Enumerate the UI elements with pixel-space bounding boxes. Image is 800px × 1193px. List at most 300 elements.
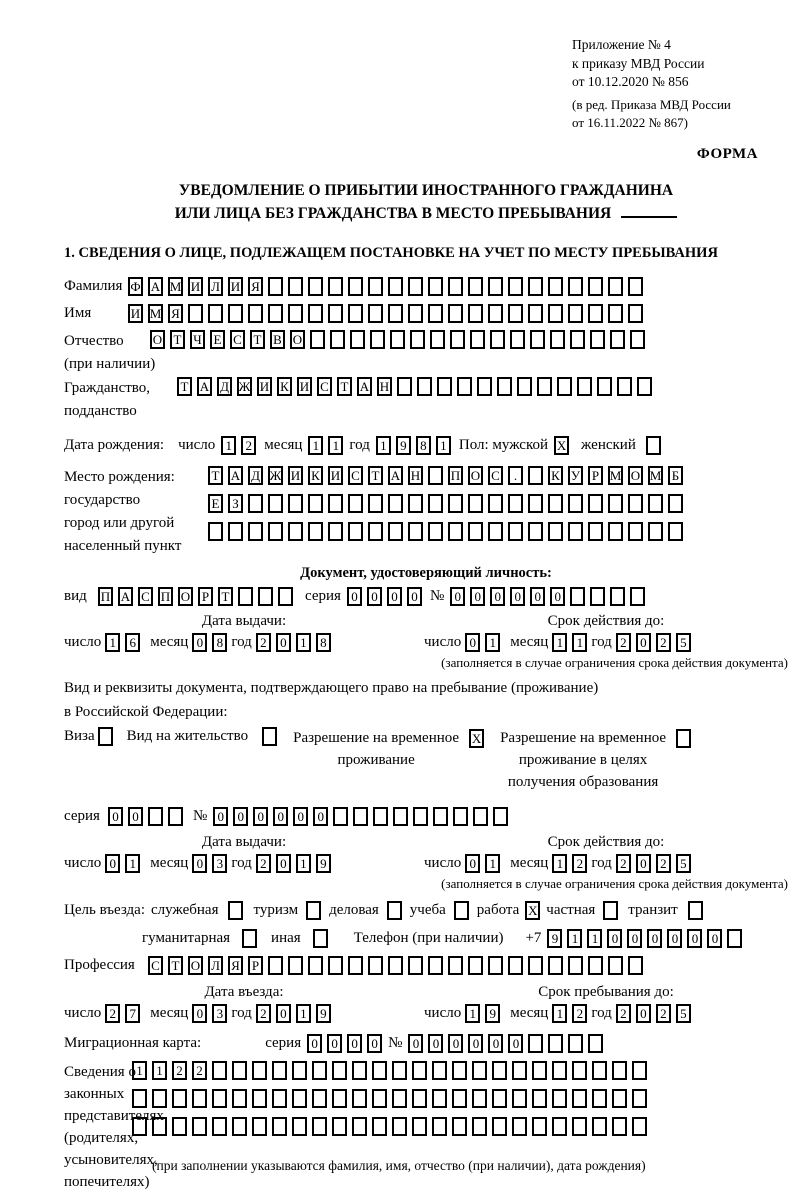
char-box[interactable]: М	[609, 468, 622, 484]
mc-series-boxes[interactable]	[307, 1034, 382, 1053]
purpose-official-checkbox[interactable]	[228, 901, 243, 920]
char-box[interactable]	[572, 1061, 587, 1080]
char-box[interactable]	[528, 522, 543, 541]
char-box[interactable]	[548, 522, 563, 541]
char-box[interactable]: 0	[313, 807, 328, 826]
char-box[interactable]	[388, 522, 403, 541]
char-box[interactable]: 2	[241, 436, 256, 455]
char-box[interactable]: 2	[256, 1004, 271, 1023]
char-box[interactable]	[448, 494, 463, 513]
char-box[interactable]: 0	[707, 929, 722, 948]
doc-valid-month-boxes[interactable]	[552, 633, 587, 652]
char-box[interactable]	[332, 1117, 347, 1136]
entry-month-boxes[interactable]	[192, 1004, 227, 1023]
char-box[interactable]: 0	[465, 854, 480, 873]
char-box[interactable]	[532, 1089, 547, 1108]
title-blank-line[interactable]	[621, 206, 677, 218]
char-box[interactable]: П	[98, 587, 113, 606]
char-box[interactable]: 2	[616, 854, 631, 873]
char-box[interactable]	[588, 522, 603, 541]
char-box[interactable]	[588, 304, 603, 323]
char-box[interactable]	[628, 956, 643, 975]
char-box[interactable]	[308, 956, 323, 975]
char-box[interactable]	[630, 330, 645, 349]
char-box[interactable]	[192, 1117, 207, 1136]
char-box[interactable]	[368, 304, 383, 323]
char-box[interactable]	[577, 377, 592, 396]
char-box[interactable]: 0	[233, 807, 248, 826]
char-box[interactable]	[328, 956, 343, 975]
char-box[interactable]	[272, 1061, 287, 1080]
char-box[interactable]: 0	[407, 587, 422, 606]
char-box[interactable]: А	[357, 377, 372, 396]
char-box[interactable]: 1	[485, 633, 500, 652]
char-box[interactable]: Л	[208, 956, 223, 975]
char-box[interactable]	[597, 377, 612, 396]
char-box[interactable]	[548, 277, 563, 296]
char-box[interactable]	[417, 377, 432, 396]
char-box[interactable]	[328, 494, 343, 513]
char-box[interactable]	[592, 1061, 607, 1080]
char-box[interactable]	[510, 330, 525, 349]
char-box[interactable]	[628, 522, 643, 541]
char-box[interactable]: Т	[368, 466, 383, 485]
char-box[interactable]	[228, 901, 243, 920]
char-box[interactable]: 0	[490, 587, 505, 606]
char-box[interactable]: 0	[192, 854, 207, 873]
char-box[interactable]	[512, 1061, 527, 1080]
char-box[interactable]: 1	[125, 854, 140, 873]
char-box[interactable]	[468, 522, 483, 541]
char-box[interactable]: 0	[530, 587, 545, 606]
char-box[interactable]	[550, 330, 565, 349]
char-box[interactable]	[313, 929, 328, 948]
char-box[interactable]: Е	[210, 330, 225, 349]
char-box[interactable]	[148, 807, 163, 826]
char-box[interactable]	[570, 330, 585, 349]
char-box[interactable]	[557, 377, 572, 396]
purpose-work-checkbox[interactable]	[525, 901, 540, 920]
char-box[interactable]	[352, 1117, 367, 1136]
char-box[interactable]: 0	[327, 1034, 342, 1053]
char-box[interactable]: 2	[656, 1004, 671, 1023]
guardians-row3-boxes[interactable]	[132, 1117, 647, 1136]
char-box[interactable]: 5	[676, 1004, 691, 1023]
char-box[interactable]: X	[554, 436, 569, 455]
char-box[interactable]	[632, 1117, 647, 1136]
char-box[interactable]	[628, 304, 643, 323]
entry-day-boxes[interactable]	[105, 1004, 140, 1023]
char-box[interactable]: 0	[488, 1034, 503, 1053]
char-box[interactable]	[508, 277, 523, 296]
char-box[interactable]	[548, 1034, 563, 1053]
char-box[interactable]	[388, 956, 403, 975]
char-box[interactable]	[617, 377, 632, 396]
char-box[interactable]: 0	[448, 1034, 463, 1053]
char-box[interactable]: 9	[316, 854, 331, 873]
char-box[interactable]: А	[388, 466, 403, 485]
char-box[interactable]: X	[469, 729, 484, 748]
char-box[interactable]	[648, 494, 663, 513]
res-valid-day-boxes[interactable]	[465, 854, 500, 873]
char-box[interactable]	[328, 304, 343, 323]
char-box[interactable]	[428, 494, 443, 513]
stay-day-boxes[interactable]	[465, 1004, 500, 1023]
guardians-row2-boxes[interactable]	[132, 1089, 647, 1108]
char-box[interactable]	[477, 377, 492, 396]
char-box[interactable]: 9	[547, 929, 562, 948]
char-box[interactable]: К	[277, 377, 292, 396]
char-box[interactable]	[192, 1089, 207, 1108]
doc-valid-day-boxes[interactable]	[465, 633, 500, 652]
char-box[interactable]	[528, 1034, 543, 1053]
char-box[interactable]: 2	[656, 854, 671, 873]
char-box[interactable]	[608, 494, 623, 513]
char-box[interactable]: .	[508, 466, 523, 485]
char-box[interactable]	[457, 377, 472, 396]
char-box[interactable]: 0	[293, 807, 308, 826]
char-box[interactable]: Я	[228, 956, 243, 975]
char-box[interactable]	[468, 304, 483, 323]
char-box[interactable]: 0	[408, 1034, 423, 1053]
char-box[interactable]: 1	[152, 1061, 167, 1080]
char-box[interactable]	[268, 956, 283, 975]
char-box[interactable]	[288, 304, 303, 323]
char-box[interactable]: 2	[616, 633, 631, 652]
char-box[interactable]	[508, 956, 523, 975]
char-box[interactable]	[168, 807, 183, 826]
char-box[interactable]	[632, 1061, 647, 1080]
char-box[interactable]: М	[649, 468, 662, 484]
char-box[interactable]	[132, 1089, 147, 1108]
char-box[interactable]	[353, 807, 368, 826]
char-box[interactable]	[428, 466, 443, 485]
char-box[interactable]: 0	[636, 633, 651, 652]
char-box[interactable]	[348, 522, 363, 541]
char-box[interactable]: 0	[105, 854, 120, 873]
char-box[interactable]	[308, 277, 323, 296]
char-box[interactable]	[428, 277, 443, 296]
birth-day-boxes[interactable]	[221, 436, 256, 455]
char-box[interactable]: 1	[552, 633, 567, 652]
char-box[interactable]: 2	[572, 854, 587, 873]
char-box[interactable]	[428, 522, 443, 541]
char-box[interactable]	[352, 1061, 367, 1080]
entry-year-boxes[interactable]	[256, 1004, 331, 1023]
char-box[interactable]	[508, 304, 523, 323]
char-box[interactable]	[488, 522, 503, 541]
char-box[interactable]: С	[488, 466, 503, 485]
char-box[interactable]	[332, 1089, 347, 1108]
char-box[interactable]	[608, 956, 623, 975]
doc-issue-year-boxes[interactable]	[256, 633, 331, 652]
char-box[interactable]: М	[169, 279, 182, 295]
char-box[interactable]	[468, 494, 483, 513]
char-box[interactable]: Ф	[128, 277, 143, 296]
char-box[interactable]	[588, 956, 603, 975]
char-box[interactable]: С	[230, 330, 245, 349]
char-box[interactable]	[676, 729, 691, 748]
char-box[interactable]	[528, 494, 543, 513]
char-box[interactable]: 0	[550, 587, 565, 606]
doc-issue-month-boxes[interactable]	[192, 633, 227, 652]
char-box[interactable]	[448, 304, 463, 323]
char-box[interactable]	[453, 807, 468, 826]
char-box[interactable]: Р	[248, 956, 263, 975]
char-box[interactable]	[412, 1061, 427, 1080]
char-box[interactable]	[413, 807, 428, 826]
char-box[interactable]	[468, 956, 483, 975]
char-box[interactable]	[488, 304, 503, 323]
char-box[interactable]	[288, 494, 303, 513]
char-box[interactable]	[727, 929, 742, 948]
mc-number-boxes[interactable]	[408, 1034, 603, 1053]
char-box[interactable]: 1	[105, 633, 120, 652]
char-box[interactable]	[387, 901, 402, 920]
doc-issue-day-boxes[interactable]	[105, 633, 140, 652]
char-box[interactable]: Т	[218, 587, 233, 606]
char-box[interactable]	[172, 1089, 187, 1108]
char-box[interactable]	[472, 1089, 487, 1108]
char-box[interactable]	[208, 304, 223, 323]
char-box[interactable]	[548, 304, 563, 323]
char-box[interactable]: 5	[676, 633, 691, 652]
char-box[interactable]	[430, 330, 445, 349]
char-box[interactable]	[512, 1089, 527, 1108]
char-box[interactable]	[688, 901, 703, 920]
char-box[interactable]	[428, 956, 443, 975]
char-box[interactable]	[393, 807, 408, 826]
char-box[interactable]: 0	[276, 1004, 291, 1023]
char-box[interactable]: И	[297, 377, 312, 396]
char-box[interactable]	[268, 494, 283, 513]
char-box[interactable]: 0	[276, 633, 291, 652]
char-box[interactable]	[488, 956, 503, 975]
res-issue-year-boxes[interactable]	[256, 854, 331, 873]
char-box[interactable]: Е	[208, 494, 223, 513]
char-box[interactable]: 1	[328, 436, 343, 455]
char-box[interactable]	[252, 1061, 267, 1080]
char-box[interactable]: Т	[168, 956, 183, 975]
birth-year-boxes[interactable]	[376, 436, 451, 455]
char-box[interactable]: 1	[572, 633, 587, 652]
char-box[interactable]	[308, 304, 323, 323]
char-box[interactable]	[488, 494, 503, 513]
char-box[interactable]	[98, 727, 113, 746]
char-box[interactable]	[552, 1089, 567, 1108]
char-box[interactable]: 2	[172, 1061, 187, 1080]
char-box[interactable]	[428, 304, 443, 323]
char-box[interactable]: 9	[485, 1004, 500, 1023]
purpose-other-checkbox[interactable]	[313, 929, 328, 948]
char-box[interactable]	[470, 330, 485, 349]
char-box[interactable]: М	[149, 306, 162, 322]
char-box[interactable]	[452, 1117, 467, 1136]
char-box[interactable]: О	[628, 466, 643, 485]
char-box[interactable]	[272, 1089, 287, 1108]
char-box[interactable]: 0	[508, 1034, 523, 1053]
char-box[interactable]	[268, 277, 283, 296]
char-box[interactable]	[603, 901, 618, 920]
char-box[interactable]	[568, 304, 583, 323]
char-box[interactable]: Т	[208, 466, 223, 485]
char-box[interactable]	[252, 1089, 267, 1108]
char-box[interactable]: И	[188, 277, 203, 296]
purpose-transit-checkbox[interactable]	[688, 901, 703, 920]
char-box[interactable]: О	[188, 956, 203, 975]
char-box[interactable]	[492, 1089, 507, 1108]
char-box[interactable]	[530, 330, 545, 349]
char-box[interactable]: 1	[221, 436, 236, 455]
char-box[interactable]: 9	[396, 436, 411, 455]
char-box[interactable]	[390, 330, 405, 349]
char-box[interactable]	[492, 1061, 507, 1080]
char-box[interactable]	[268, 304, 283, 323]
char-box[interactable]	[262, 727, 277, 746]
char-box[interactable]	[548, 494, 563, 513]
res-issue-day-boxes[interactable]	[105, 854, 140, 873]
char-box[interactable]	[348, 277, 363, 296]
char-box[interactable]: 0	[367, 587, 382, 606]
char-box[interactable]	[592, 1117, 607, 1136]
birth-month-boxes[interactable]	[308, 436, 343, 455]
char-box[interactable]	[232, 1089, 247, 1108]
char-box[interactable]	[588, 277, 603, 296]
char-box[interactable]: 0	[607, 929, 622, 948]
char-box[interactable]: 0	[276, 854, 291, 873]
char-box[interactable]	[212, 1089, 227, 1108]
char-box[interactable]: 6	[125, 633, 140, 652]
char-box[interactable]	[288, 956, 303, 975]
char-box[interactable]: 2	[256, 633, 271, 652]
doc-valid-year-boxes[interactable]	[616, 633, 691, 652]
char-box[interactable]	[528, 304, 543, 323]
char-box[interactable]: 0	[687, 929, 702, 948]
sex-female-checkbox[interactable]	[646, 436, 661, 455]
char-box[interactable]: 9	[316, 1004, 331, 1023]
char-box[interactable]	[472, 1117, 487, 1136]
char-box[interactable]	[312, 1117, 327, 1136]
char-box[interactable]: 0	[367, 1034, 382, 1053]
char-box[interactable]	[392, 1089, 407, 1108]
char-box[interactable]: Н	[408, 466, 423, 485]
char-box[interactable]	[408, 277, 423, 296]
citizenship-boxes[interactable]	[177, 377, 652, 396]
char-box[interactable]	[488, 277, 503, 296]
char-box[interactable]: 0	[468, 1034, 483, 1053]
char-box[interactable]: 0	[128, 807, 143, 826]
char-box[interactable]: 0	[636, 1004, 651, 1023]
char-box[interactable]	[310, 330, 325, 349]
char-box[interactable]	[552, 1117, 567, 1136]
birthplace-row3-boxes[interactable]	[208, 522, 683, 541]
char-box[interactable]	[152, 1089, 167, 1108]
char-box[interactable]: 2	[616, 1004, 631, 1023]
char-box[interactable]: 0	[307, 1034, 322, 1053]
char-box[interactable]: 0	[253, 807, 268, 826]
char-box[interactable]: Т	[250, 330, 265, 349]
char-box[interactable]: X	[525, 901, 540, 920]
char-box[interactable]: Л	[208, 277, 223, 296]
char-box[interactable]	[612, 1061, 627, 1080]
char-box[interactable]	[433, 807, 448, 826]
char-box[interactable]: У	[568, 466, 583, 485]
char-box[interactable]	[610, 587, 625, 606]
stay-month-boxes[interactable]	[552, 1004, 587, 1023]
char-box[interactable]	[188, 304, 203, 323]
char-box[interactable]: 0	[667, 929, 682, 948]
char-box[interactable]: С	[138, 587, 153, 606]
char-box[interactable]	[228, 304, 243, 323]
char-box[interactable]	[248, 304, 263, 323]
char-box[interactable]	[333, 807, 348, 826]
doc-number-boxes[interactable]	[450, 587, 645, 606]
char-box[interactable]	[452, 1061, 467, 1080]
char-box[interactable]	[608, 522, 623, 541]
char-box[interactable]	[548, 956, 563, 975]
char-box[interactable]	[532, 1061, 547, 1080]
char-box[interactable]: Н	[377, 377, 392, 396]
char-box[interactable]: 1	[552, 1004, 567, 1023]
doc-kind-boxes[interactable]	[98, 587, 293, 606]
char-box[interactable]	[172, 1117, 187, 1136]
char-box[interactable]	[232, 1061, 247, 1080]
stay-year-boxes[interactable]	[616, 1004, 691, 1023]
char-box[interactable]	[668, 522, 683, 541]
char-box[interactable]: 1	[376, 436, 391, 455]
char-box[interactable]: Б	[668, 466, 683, 485]
guardians-row1-boxes[interactable]	[132, 1061, 647, 1080]
char-box[interactable]	[437, 377, 452, 396]
char-box[interactable]	[248, 494, 263, 513]
char-box[interactable]: 2	[192, 1061, 207, 1080]
char-box[interactable]: 8	[416, 436, 431, 455]
char-box[interactable]	[368, 494, 383, 513]
char-box[interactable]	[408, 494, 423, 513]
char-box[interactable]	[242, 929, 257, 948]
res-number-boxes[interactable]	[213, 807, 508, 826]
char-box[interactable]	[332, 1061, 347, 1080]
char-box[interactable]: З	[228, 494, 243, 513]
char-box[interactable]: Т	[177, 377, 192, 396]
char-box[interactable]: Ж	[269, 468, 282, 484]
char-box[interactable]: 8	[316, 633, 331, 652]
char-box[interactable]	[612, 1117, 627, 1136]
char-box[interactable]: И	[288, 466, 303, 485]
char-box[interactable]: 0	[470, 587, 485, 606]
char-box[interactable]	[448, 277, 463, 296]
char-box[interactable]: 0	[428, 1034, 443, 1053]
char-box[interactable]	[630, 587, 645, 606]
char-box[interactable]	[238, 587, 253, 606]
char-box[interactable]	[212, 1117, 227, 1136]
visa-checkbox[interactable]	[98, 727, 113, 746]
char-box[interactable]: Д	[217, 377, 232, 396]
char-box[interactable]: А	[228, 466, 243, 485]
residence-permit-checkbox[interactable]	[262, 727, 277, 746]
char-box[interactable]	[588, 1034, 603, 1053]
char-box[interactable]	[328, 522, 343, 541]
char-box[interactable]	[588, 494, 603, 513]
char-box[interactable]	[592, 1089, 607, 1108]
char-box[interactable]: 0	[347, 587, 362, 606]
char-box[interactable]: 5	[676, 854, 691, 873]
purpose-tourism-checkbox[interactable]	[306, 901, 321, 920]
char-box[interactable]: Ч	[190, 330, 205, 349]
char-box[interactable]	[372, 1089, 387, 1108]
char-box[interactable]: 0	[192, 1004, 207, 1023]
char-box[interactable]: 0	[627, 929, 642, 948]
